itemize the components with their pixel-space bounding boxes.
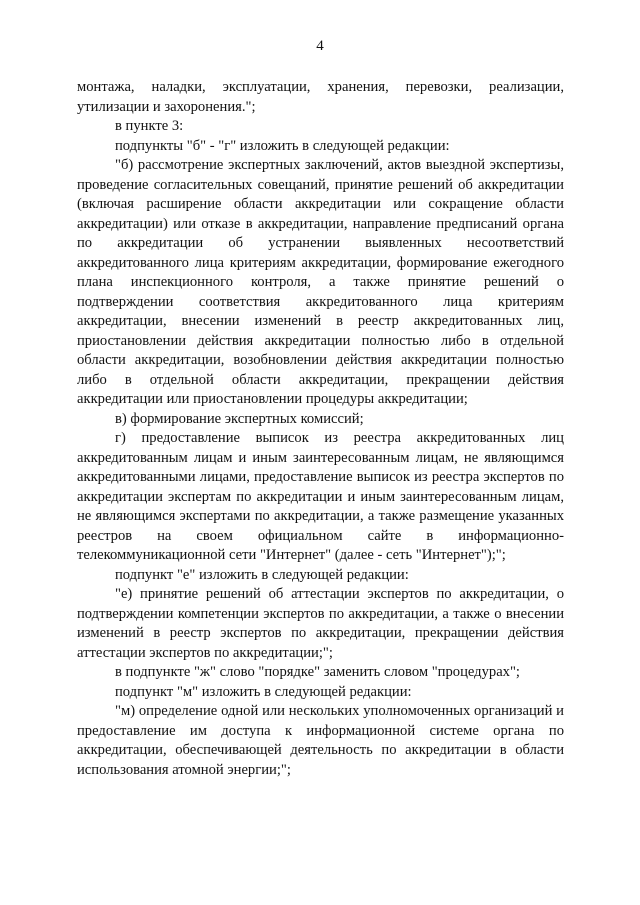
- paragraph: "е) принятие решений об аттестации экспертов по аккредитации, о подтверждении компетенции экспертов по аккредитации, а также о внесении изменений в реестр экспертов по аккредитации, прекращении действия аттестации экспертов по аккредитации;";: [77, 586, 564, 661]
- paragraph: монтажа, наладки, эксплуатации, хранения, перевозки, реализации, утилизации и захоронения.";: [77, 79, 564, 115]
- paragraph: в) формирование экспертных комиссий;: [115, 410, 364, 427]
- page-number: 4: [316, 38, 324, 54]
- document-body: [77, 78, 564, 780]
- paragraph: подпункты "б" - "г" изложить в следующей редакции:: [115, 137, 450, 154]
- paragraph: подпункт "м" изложить в следующей редакции:: [115, 683, 412, 700]
- paragraph: в подпункте "ж" слово "порядке" заменить словом "процедурах";: [115, 664, 520, 680]
- paragraph: "м) определение одной или нескольких уполномоченных организаций и предоставление им доступа к информационной системе органа по аккредитации, обеспечивающей деятельность по аккредитации в области использования атомной энергии;";: [77, 703, 564, 778]
- paragraph: подпункт "е" изложить в следующей редакции:: [115, 566, 409, 583]
- paragraph: в пункте 3:: [115, 118, 184, 134]
- paragraph: г) предоставление выписок из реестра аккредитованных лиц аккредитованным лицам и иным заинтересованным лицам, не являющимся аккредитованными лицами, предоставление выписок из реестра экспертов по аккредитации экспертам по аккредитации и иным заинтересованным лицам, не являющимся экспертами по аккредитации, а также размещение указанных реестров на своем официальном сайте в информационно-телекоммуникационной сети "Интернет" (далее - сеть "Интернет");";: [77, 430, 564, 563]
- paragraph: "б) рассмотрение экспертных заключений, актов выездной экспертизы, проведение согласительных совещаний, принятие решений об аккредитации (включая расширение области аккредитации или сокращение области аккредитации) или отказе в аккредитации, направление предписаний органа по аккредитации об устранении выявленных несоответствий аккредитованного лица критериям аккредитации, формирование ежегодного плана инспекционного контроля, а также принятие решений о подтверждении соответствия аккредитованного лица критериям аккредитации, внесении изменений в реестр аккредитованных лиц, приостановлении действия аккредитации полностью либо в отдельной области аккредитации, возобновлении действия аккредитации полностью либо в отдельной области аккредитации, прекращении действия аккредитации или приостановлении процедуры аккредитации;: [77, 157, 564, 407]
